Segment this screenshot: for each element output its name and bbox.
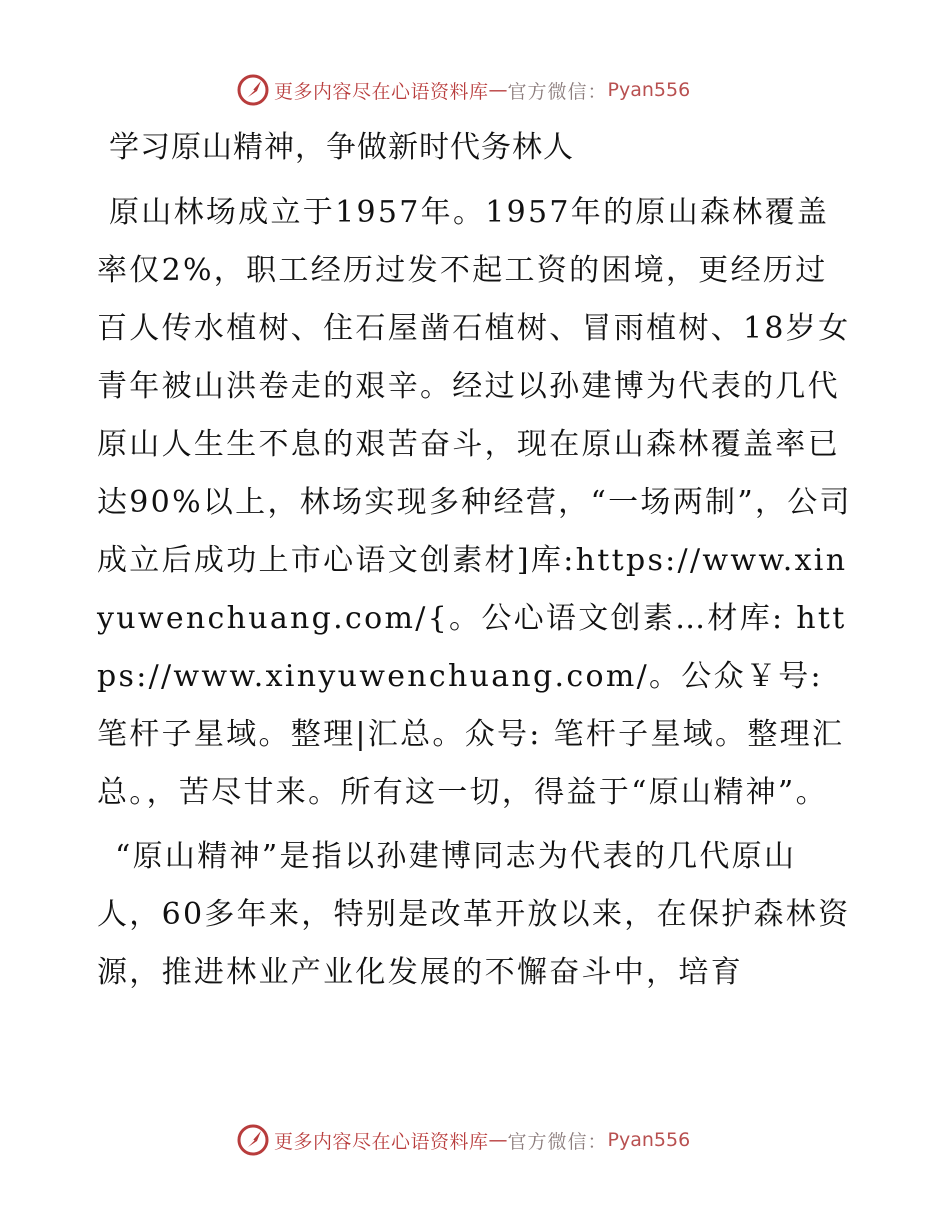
document-title: 学习原山精神，争做新时代务林人 bbox=[109, 130, 574, 165]
footer-banner bbox=[236, 1122, 690, 1158]
banner-label: 官方微信： bbox=[507, 1130, 608, 1153]
header-banner bbox=[236, 72, 690, 108]
feather-pen-logo-icon bbox=[236, 73, 270, 107]
banner-dash: — bbox=[488, 1129, 508, 1151]
paragraph-2: “原山精神”是指以孙建博同志为代表的几代原山人，60多年来，特别是改革开放以来，在保护森林资源，推进林业产业化发展的不懈奋斗中，培育 bbox=[97, 839, 851, 990]
banner-dash: — bbox=[488, 79, 508, 101]
document-body bbox=[97, 124, 857, 1008]
banner-wechat-id: Pyan556 bbox=[607, 1129, 691, 1151]
paragraph-1: 原山林场成立于1957年。1957年的原山森林覆盖率仅2%，职工经历过发不起工资的困境，更经历过百人传水植树、住石屋凿石植树、冒雨植树、18岁女青年被山洪卷走的艰辛。经过以孙建博为代表的几代原山人生生不息的艰苦奋斗，现在原山森林覆盖率已达90%以上，林场实现多种经营，“一场两制”，公司成立后成功上市心语文创素材]库:https://www.xinyuwenchuang.com/{。公心语文创素…材库: https://www.xinyuwenchuang.com/。公众￥号: 笔杆子星域。整理|汇总。众号: 笔杆子星域。整理汇总。，苦尽甘来。所有这一切，得益于“原山精神”。 bbox=[97, 195, 852, 810]
banner-wechat-id: Pyan556 bbox=[607, 79, 691, 101]
banner-label: 官方微信： bbox=[507, 80, 608, 103]
banner-brand-text: 更多内容尽在心语资料库 bbox=[274, 1130, 489, 1153]
feather-pen-logo-icon bbox=[236, 1123, 270, 1157]
banner-brand-text: 更多内容尽在心语资料库 bbox=[274, 80, 489, 103]
